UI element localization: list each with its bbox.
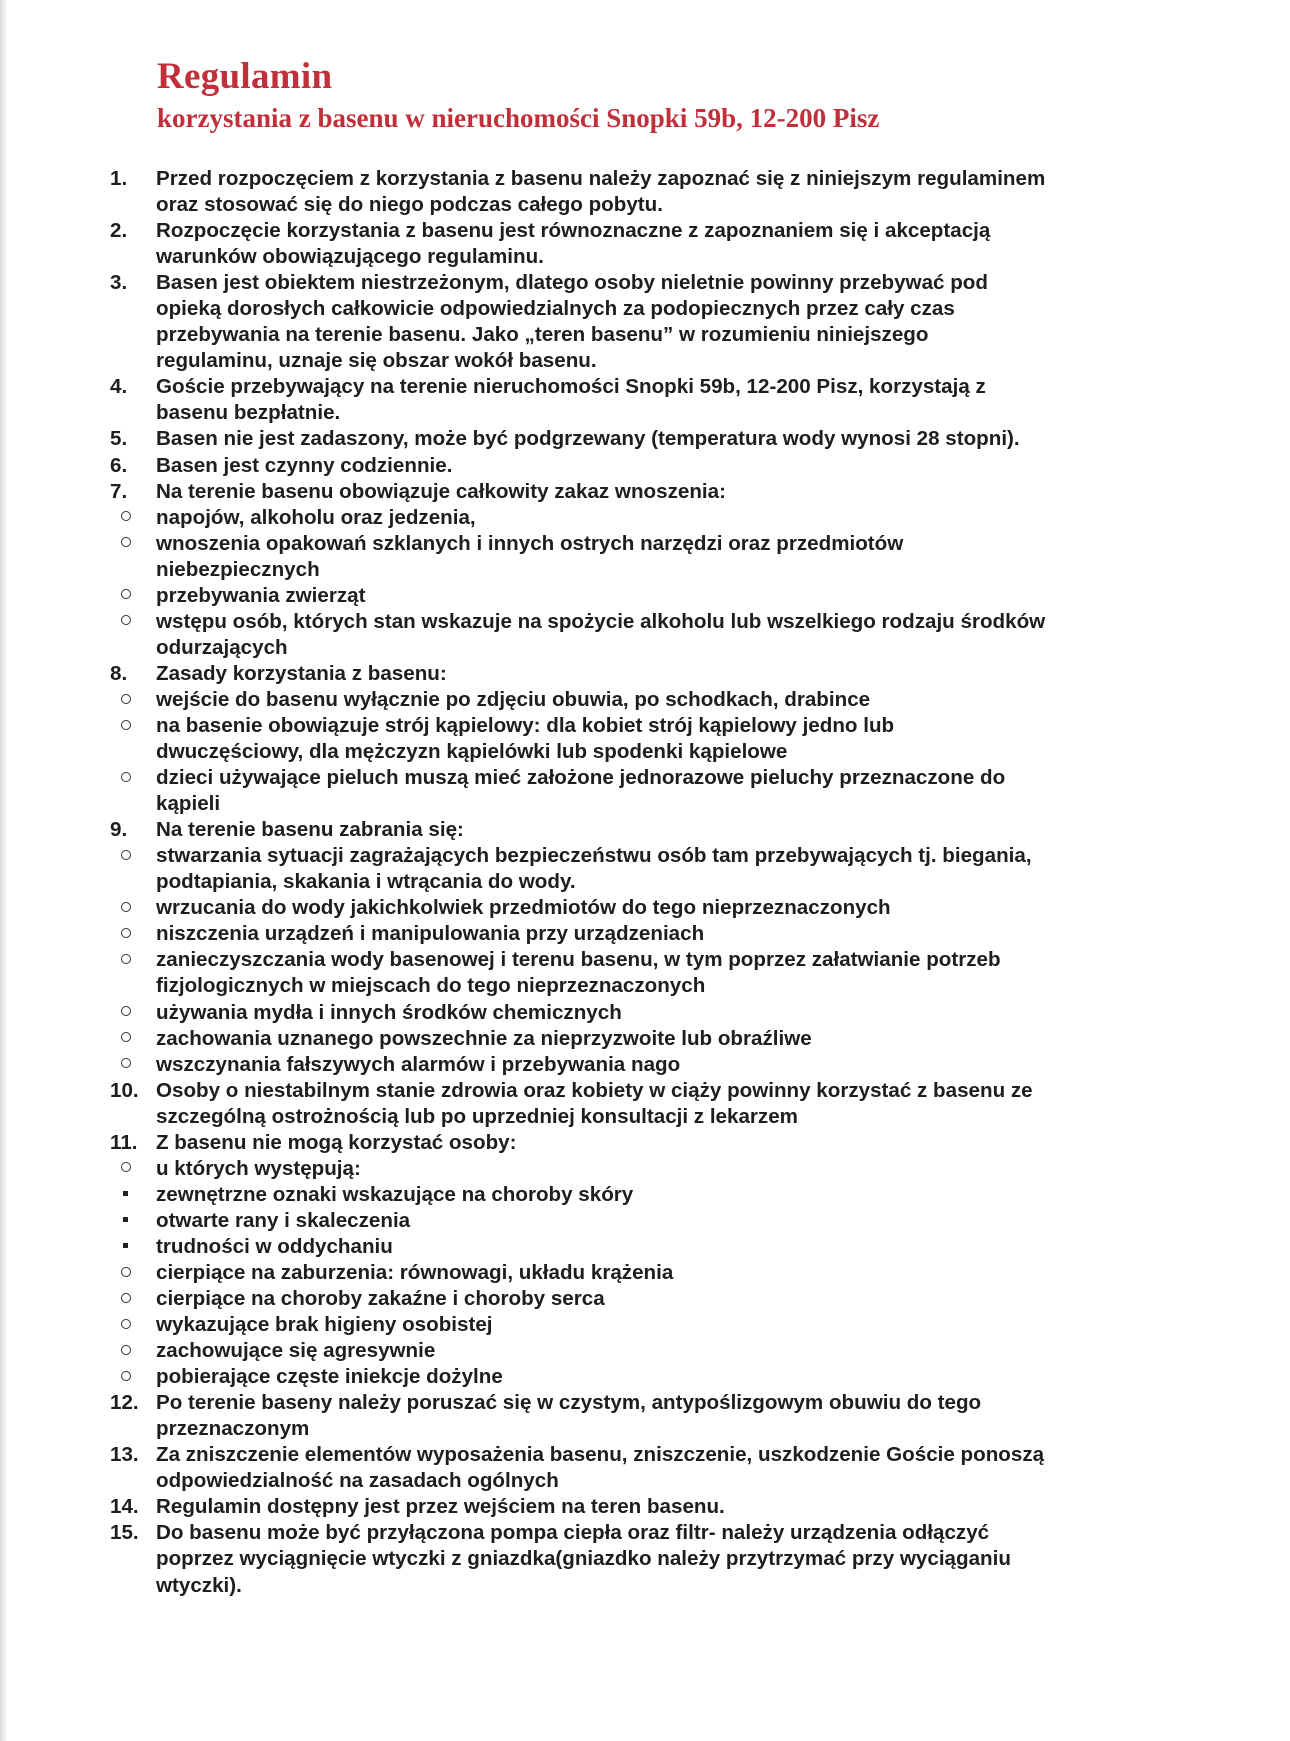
circle-bullet-icon <box>110 1260 154 1286</box>
list-item-text: wnoszenia opakowań szklanych i innych ostrych narzędzi oraz przedmiotów <box>156 531 904 555</box>
list-item-text: Za zniszczenie elementów wyposażenia basenu, zniszczenie, uszkodzenie Goście ponoszą <box>156 1443 1045 1467</box>
list-number: 9. <box>110 818 128 842</box>
list-item <box>110 1390 1170 1416</box>
list-item-text: zachowania uznanego powszechnie za nieprzyzwoite lub obraźliwe <box>156 1026 812 1050</box>
list-item-text: podtapiania, skakania i wtrącania do wody. <box>156 870 576 894</box>
list-item-text: Po terenie baseny należy poruszać się w czystym, antypoślizgowym obuwiu do tego <box>156 1391 982 1415</box>
list-item-text: otwarte rany i skaleczenia <box>156 1208 411 1232</box>
list-number: 4. <box>110 375 128 399</box>
circle-bullet-icon <box>110 1364 154 1390</box>
list-item <box>110 1494 1170 1520</box>
list-item <box>110 374 1170 400</box>
list-item-text: Goście przebywający na terenie nieruchomości Snopki 59b, 12-200 Pisz, korzystają z <box>156 375 986 399</box>
list-item <box>110 921 1170 947</box>
list-item <box>110 817 1170 843</box>
list-item-text: niszczenia urządzeń i manipulowania przy urządzeniach <box>156 922 705 946</box>
circle-bullet-icon <box>110 687 154 713</box>
list-item-continuation <box>110 1573 1170 1599</box>
list-item <box>110 583 1170 609</box>
list-item-text: zachowujące się agresywnie <box>156 1339 436 1363</box>
list-item-continuation <box>110 296 1170 322</box>
list-item-text: Na terenie basenu zabrania się: <box>156 818 464 842</box>
list-item <box>110 947 1170 973</box>
list-item <box>110 1286 1170 1312</box>
list-item-continuation <box>110 791 1170 817</box>
list-item <box>110 1052 1170 1078</box>
list-item-continuation <box>110 1416 1170 1442</box>
circle-bullet-icon <box>110 1338 154 1364</box>
list-item <box>110 1208 1170 1234</box>
list-item-text: Basen jest obiektem niestrzeżonym, dlatego osoby nieletnie powinny przebywać pod <box>156 271 988 295</box>
list-number: 3. <box>110 271 128 295</box>
list-item-text: napojów, alkoholu oraz jedzenia, <box>156 505 476 529</box>
list-item <box>110 1260 1170 1286</box>
list-number: 7. <box>110 479 128 503</box>
list-item-text: przebywania zwierząt <box>156 583 366 607</box>
list-item-text: na basenie obowiązuje strój kąpielowy: dla kobiet strój kąpielowy jedno lub <box>156 713 895 737</box>
list-item-continuation <box>110 557 1170 583</box>
list-number: 13. <box>110 1443 139 1467</box>
square-bullet-icon <box>110 1234 154 1260</box>
list-item-continuation <box>110 739 1170 765</box>
list-item <box>110 1442 1170 1468</box>
list-item <box>110 479 1170 505</box>
list-item-text: Rozpoczęcie korzystania z basenu jest równoznaczne z zapoznaniem się i akceptacją <box>156 219 991 243</box>
list-item-text: dwuczęściowy, dla mężczyzn kąpielówki lub spodenki kąpielowe <box>156 740 788 764</box>
list-item <box>110 1156 1170 1182</box>
list-item-continuation <box>110 869 1170 895</box>
list-item-text: wszczynania fałszywych alarmów i przebywania nago <box>156 1052 681 1076</box>
square-bullet-icon <box>110 1208 154 1234</box>
list-item <box>110 270 1170 296</box>
list-item-text: Na terenie basenu obowiązuje całkowity zakaz wnoszenia: <box>156 479 726 503</box>
circle-bullet-icon <box>110 765 154 791</box>
list-item-text: Przed rozpoczęciem z korzystania z basenu należy zapoznać się z niniejszym regulaminem <box>156 167 1046 190</box>
circle-bullet-icon <box>110 1026 154 1052</box>
list-item-text: cierpiące na choroby zakaźne i choroby serca <box>156 1287 605 1311</box>
list-item-text: kąpieli <box>156 792 221 816</box>
list-number: 12. <box>110 1391 139 1415</box>
list-item-text: Regulamin dostępny jest przez wejściem na teren basenu. <box>156 1495 725 1519</box>
list-item <box>110 1130 1170 1156</box>
list-item <box>110 1234 1170 1260</box>
list-item <box>110 426 1170 452</box>
list-item-continuation <box>110 244 1170 270</box>
list-item <box>110 1312 1170 1338</box>
circle-bullet-icon <box>110 947 154 973</box>
list-item-text: wejście do basenu wyłącznie po zdjęciu obuwia, po schodkach, drabince <box>156 687 871 711</box>
list-item-continuation <box>110 400 1170 426</box>
list-item <box>110 687 1170 713</box>
list-item-text: zewnętrzne oznaki wskazujące na choroby skóry <box>156 1182 634 1206</box>
list-item <box>110 531 1170 557</box>
list-item-text: pobierające częste iniekcje dożylne <box>156 1365 503 1389</box>
list-item <box>110 895 1170 921</box>
circle-bullet-icon <box>110 1312 154 1338</box>
list-item <box>110 505 1170 531</box>
circle-bullet-icon <box>110 713 154 739</box>
list-item-text: poprzez wyciągnięcie wtyczki z gniazdka(gniazdko należy przytrzymać przy wyciąganiu <box>156 1547 1011 1571</box>
list-item-text: regulaminu, uznaje się obszar wokół basenu. <box>156 349 597 373</box>
list-item-text: Do basenu może być przyłączona pompa ciepła oraz filtr- należy urządzenia odłączyć <box>156 1521 990 1545</box>
list-item-text: oraz stosować się do niego podczas całego pobytu. <box>156 193 663 217</box>
list-item-text: wykazujące brak higieny osobistej <box>156 1313 493 1337</box>
rules-list <box>110 166 1170 1599</box>
list-item <box>110 1078 1170 1104</box>
list-item-continuation <box>110 635 1170 661</box>
circle-bullet-icon <box>110 1286 154 1312</box>
list-item-text: przebywania na terenie basenu. Jako „teren basenu” w rozumieniu niniejszego <box>156 323 929 347</box>
list-item <box>110 453 1170 479</box>
list-item <box>110 1520 1170 1546</box>
list-number: 8. <box>110 661 128 685</box>
list-number: 6. <box>110 453 128 477</box>
list-item-text: fizjologicznych w miejscach do tego nieprzeznaczonych <box>156 974 706 998</box>
list-item-text: Zasady korzystania z basenu: <box>156 661 447 685</box>
list-item-text: szczególną ostrożnością lub po uprzedniej konsultacji z lekarzem <box>156 1104 798 1128</box>
list-item-text: wrzucania do wody jakichkolwiek przedmiotów do tego nieprzeznaczonych <box>156 896 891 920</box>
list-number: 14. <box>110 1495 139 1519</box>
list-item-text: trudności w oddychaniu <box>156 1234 393 1258</box>
list-item-text: używania mydła i innych środków chemicznych <box>156 1000 622 1024</box>
list-item-text: zanieczyszczania wody basenowej i terenu basenu, w tym poprzez załatwianie potrzeb <box>156 948 1001 972</box>
list-item-text: Osoby o niestabilnym stanie zdrowia oraz kobiety w ciąży powinny korzystać z basenu ze <box>156 1078 1033 1102</box>
list-item <box>110 843 1170 869</box>
circle-bullet-icon <box>110 895 154 921</box>
list-number: 10. <box>110 1078 139 1102</box>
circle-bullet-icon <box>110 1000 154 1026</box>
circle-bullet-icon <box>110 1156 154 1182</box>
list-item <box>110 218 1170 244</box>
circle-bullet-icon <box>110 609 154 635</box>
list-number: 5. <box>110 427 128 451</box>
list-item-continuation <box>110 192 1170 218</box>
circle-bullet-icon <box>110 505 154 531</box>
document-subtitle: korzystania z basenu w nieruchomości Snopki 59b, 12-200 Pisz <box>157 103 880 133</box>
list-number: 2. <box>110 219 128 243</box>
circle-bullet-icon <box>110 1052 154 1078</box>
list-item-text: wstępu osób, których stan wskazuje na spożycie alkoholu lub wszelkiego rodzaju środków <box>156 609 1046 633</box>
list-item-text: cierpiące na zaburzenia: równowagi, układu krążenia <box>156 1260 674 1284</box>
list-item-continuation <box>110 973 1170 999</box>
list-item-text: dzieci używające pieluch muszą mieć założone jednorazowe pieluchy przeznaczone do <box>156 766 1006 790</box>
list-number: 11. <box>110 1130 138 1154</box>
list-number: 15. <box>110 1521 139 1545</box>
list-item-text: Z basenu nie mogą korzystać osoby: <box>156 1130 517 1154</box>
document-title: Regulamin <box>157 56 333 97</box>
list-item-continuation <box>110 348 1170 374</box>
list-item-text: odurzających <box>156 635 288 659</box>
list-item-text: u których występują: <box>156 1156 361 1180</box>
list-item <box>110 1000 1170 1026</box>
list-item <box>110 1338 1170 1364</box>
list-item-continuation <box>110 322 1170 348</box>
list-item <box>110 661 1170 687</box>
list-item <box>110 713 1170 739</box>
list-item-text: Basen nie jest zadaszony, może być podgrzewany (temperatura wody wynosi 28 stopni). <box>156 427 1020 451</box>
list-item-text: stwarzania sytuacji zagrażających bezpieczeństwu osób tam przebywających tj. biegania, <box>156 844 1032 868</box>
list-item <box>110 1026 1170 1052</box>
list-item <box>110 166 1170 192</box>
list-item-continuation <box>110 1546 1170 1572</box>
list-item-text: wtyczki). <box>156 1573 242 1597</box>
list-item-continuation <box>110 1104 1170 1130</box>
list-item-text: przeznaczonym <box>156 1417 310 1441</box>
circle-bullet-icon <box>110 921 154 947</box>
list-item-text: basenu bezpłatnie. <box>156 401 341 425</box>
list-item-continuation <box>110 1468 1170 1494</box>
circle-bullet-icon <box>110 843 154 869</box>
list-item <box>110 609 1170 635</box>
list-item-text: warunków obowiązującego regulaminu. <box>156 245 544 269</box>
square-bullet-icon <box>110 1182 154 1208</box>
list-item-text: odpowiedzialność na zasadach ogólnych <box>156 1469 559 1493</box>
circle-bullet-icon <box>110 583 154 609</box>
list-item-text: Basen jest czynny codziennie. <box>156 453 453 477</box>
list-number: 1. <box>110 167 128 190</box>
list-item <box>110 1182 1170 1208</box>
list-item <box>110 1364 1170 1390</box>
list-item <box>110 765 1170 791</box>
list-item-text: opieką dorosłych całkowicie odpowiedzialnych za podopiecznych przez cały czas <box>156 297 955 321</box>
circle-bullet-icon <box>110 531 154 557</box>
list-item-text: niebezpiecznych <box>156 557 320 581</box>
